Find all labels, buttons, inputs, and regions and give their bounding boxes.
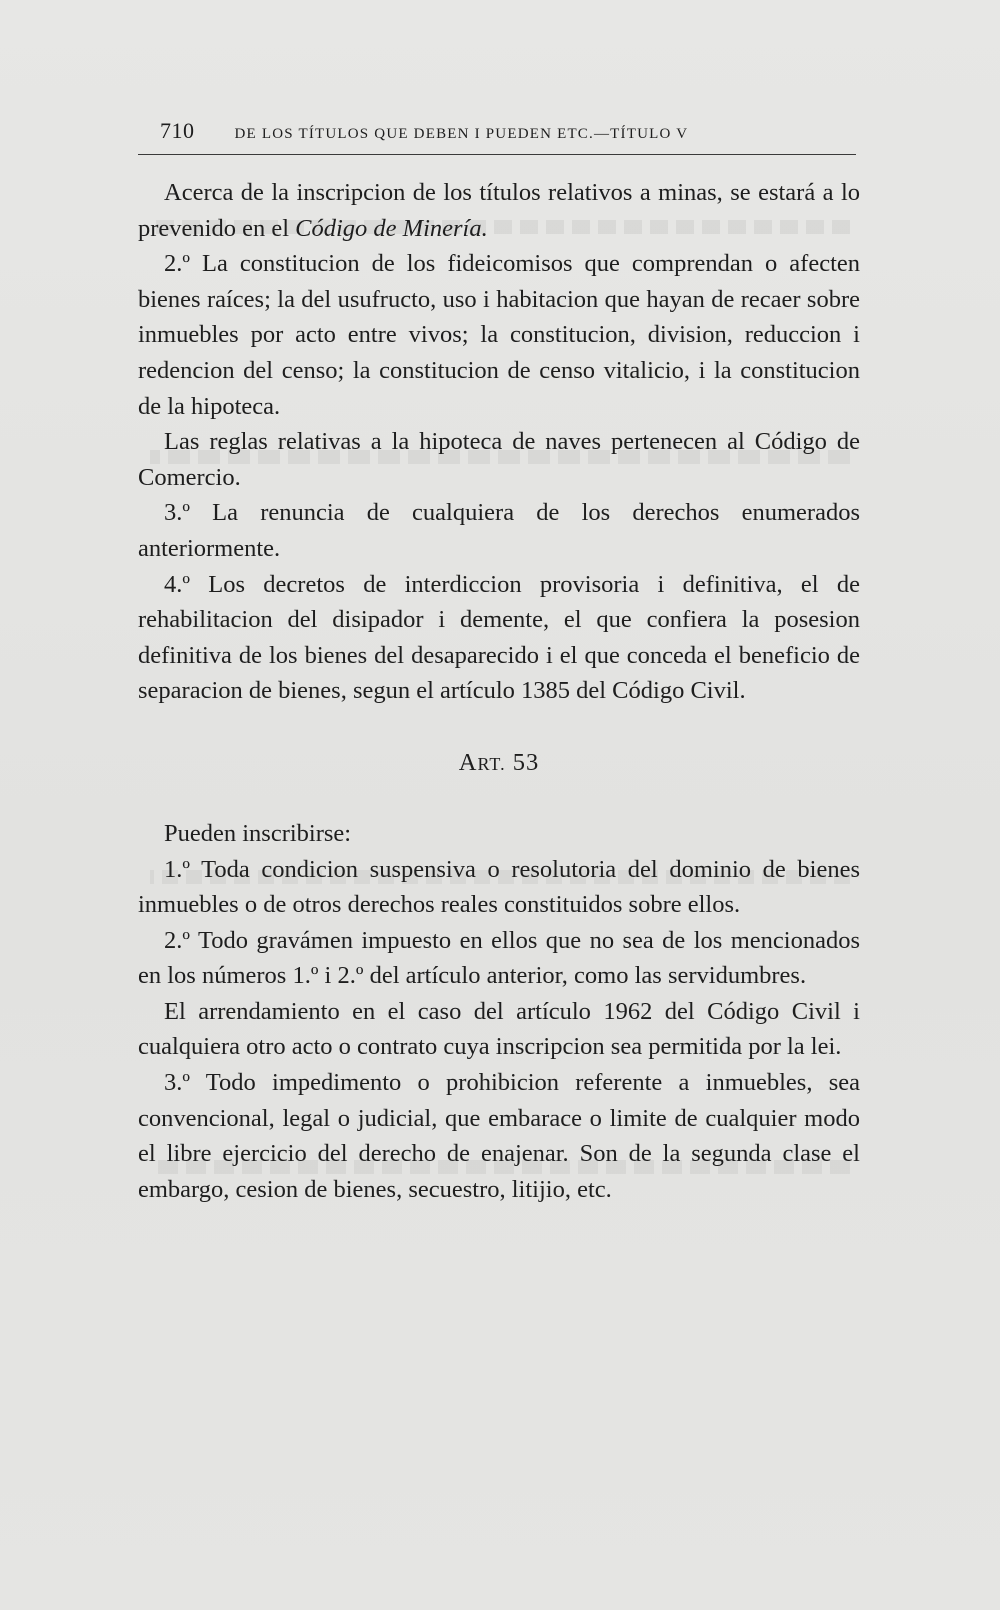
paragraph-text: Acerca de la inscripcion de los títulos relativos a minas, se estará a lo prevenido en el [138,179,860,242]
running-head [160,118,780,146]
running-title: DE LOS TÍTULOS QUE DEBEN I PUEDEN ETC.—TÍTULO V [234,126,689,142]
page-number: 710 [160,118,195,143]
header-rule [138,154,856,155]
paragraph: Las reglas relativas a la hipoteca de naves pertenecen al Código de Comercio. [138,428,860,491]
body-text [138,175,860,1207]
article-heading [138,709,860,816]
italic-citation: Código de Minería. [295,214,488,242]
paragraph: 3.º Todo impedimento o prohibicion referente a inmuebles, sea convencional, legal o judicial, que embarace o limite de cualquier modo el libre ejercicio del derecho de enajenar. Son de la segunda clase el embargo, cesion de bienes, secuestro, litijio, etc. [138,1069,860,1203]
article-label-initial: A [458,748,478,776]
paragraph: 2.º La constitucion de los fideicomisos que comprendan o afecten bienes raíces; la del usufructo, uso i habitacion que hayan de recaer sobre inmuebles por acto entre vivos; la constitucion, division, reduccion i redencion del censo; la constitucion de censo vitalicio, i la constitucion de la hipoteca. [138,250,860,420]
article-label-rest: RT. [477,753,506,774]
article-number: 53 [512,748,540,776]
paragraph: 3.º La renuncia de cualquiera de los derechos enumerados anteriormente. [138,499,860,562]
paragraph: 4.º Los decretos de interdiccion provisoria i definitiva, el de rehabilitacion del disipador i demente, el que confiera la posesion definitiva de los bienes del desaparecido i el que conceda el beneficio de separacion de bienes, segun el artículo 1385 del Código Civil. [138,570,860,705]
paragraph: El arrendamiento en el caso del artículo 1962 del Código Civil i cualquiera otro acto o contrato cuya inscripcion sea permitida por la lei. [138,997,860,1061]
paragraph: 1.º Toda condicion suspensiva o resolutoria del dominio de bienes inmuebles o de otros derechos reales constituidos sobre ellos. [138,855,860,919]
paragraph [138,175,860,246]
paragraph: Pueden inscribirse: [164,819,352,847]
paragraph: 2.º Todo gravámen impuesto en ellos que no sea de los mencionados en los números 1.º i 2.º del artículo anterior, como las servidumbres. [138,926,860,990]
